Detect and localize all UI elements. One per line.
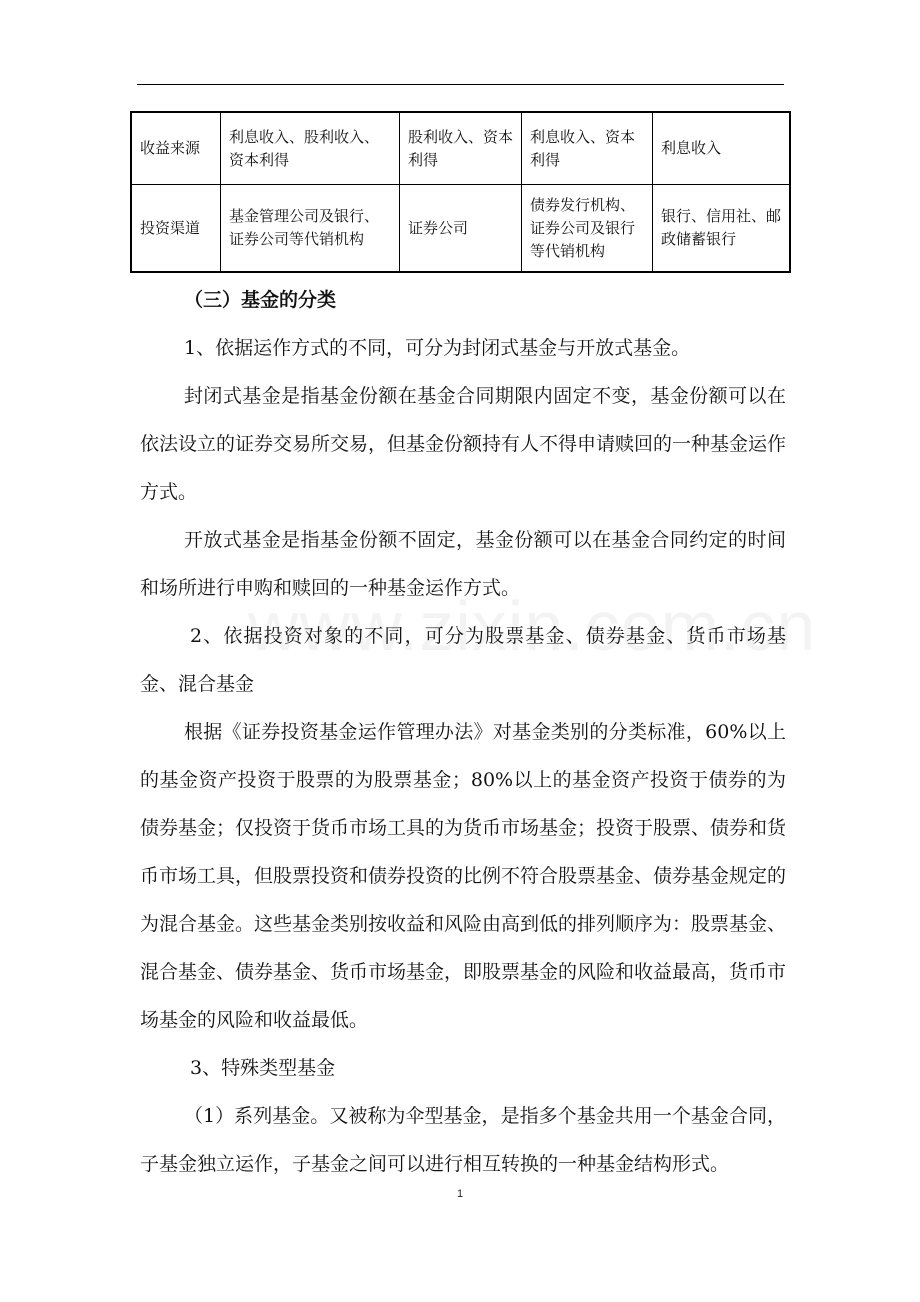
table-row [131,185,790,273]
table-cell: 基金管理公司及银行、证券公司等代销机构 [221,185,400,273]
table-row-label: 投资渠道 [131,185,221,273]
table-cell: 利息收入、股利收入、资本利得 [221,112,400,185]
paragraph: 开放式基金是指基金份额不固定，基金份额可以在基金合同约定的时间和场所进行申购和赎回的一种基金运作方式。 [140,529,786,599]
paragraph: 根据《证券投资基金运作管理办法》对基金类别的分类标准，60%以上的基金资产投资于股票的为股票基金；80%以上的基金资产投资于债券的为债券基金；仅投资于货币市场工具的为货币市场基金；投资于股票、债券和货币市场工具，但股票投资和债券投资的比例不符合股票基金、债券基金规定的为混合基金。这些基金类别按收益和风险由高到低的排列顺序为：股票基金、混合基金、债券基金、货币市场基金，即股票基金的风险和收益最高，货币市场基金的风险和收益最低。 [140,721,787,1031]
table-cell: 利息收入、资本利得 [522,112,653,185]
numbered-heading: 2、依据投资对象的不同，可分为股票基金、债券基金、货币市场基金、混合基金 [140,625,786,695]
comparison-table [130,111,791,273]
table-row [131,112,790,185]
page-number: 1 [456,1188,464,1200]
numbered-heading: 1、依据运作方式的不同，可分为封闭式基金与开放式基金。 [184,337,691,359]
numbered-heading: 3、特殊类型基金 [190,1057,336,1079]
table-cell: 股利收入、资本利得 [400,112,522,185]
header-rule [137,84,784,85]
table-row-label: 收益来源 [131,112,221,185]
table-cell: 债券发行机构、证券公司及银行等代销机构 [522,185,653,273]
paragraph: （1）系列基金。又被称为伞型基金，是指多个基金共用一个基金合同，子基金独立运作，子基金之间可以进行相互转换的一种基金结构形式。 [140,1105,786,1175]
section-heading: （三）基金的分类 [184,289,337,311]
paragraph: 封闭式基金是指基金份额在基金合同期限内固定不变，基金份额可以在依法设立的证券交易所交易，但基金份额持有人不得申请赎回的一种基金运作方式。 [140,385,787,503]
document-body [140,276,786,1188]
table-cell: 利息收入 [653,112,791,185]
table-cell: 银行、信用社、邮政储蓄银行 [653,185,791,273]
table-cell: 证券公司 [400,185,522,273]
